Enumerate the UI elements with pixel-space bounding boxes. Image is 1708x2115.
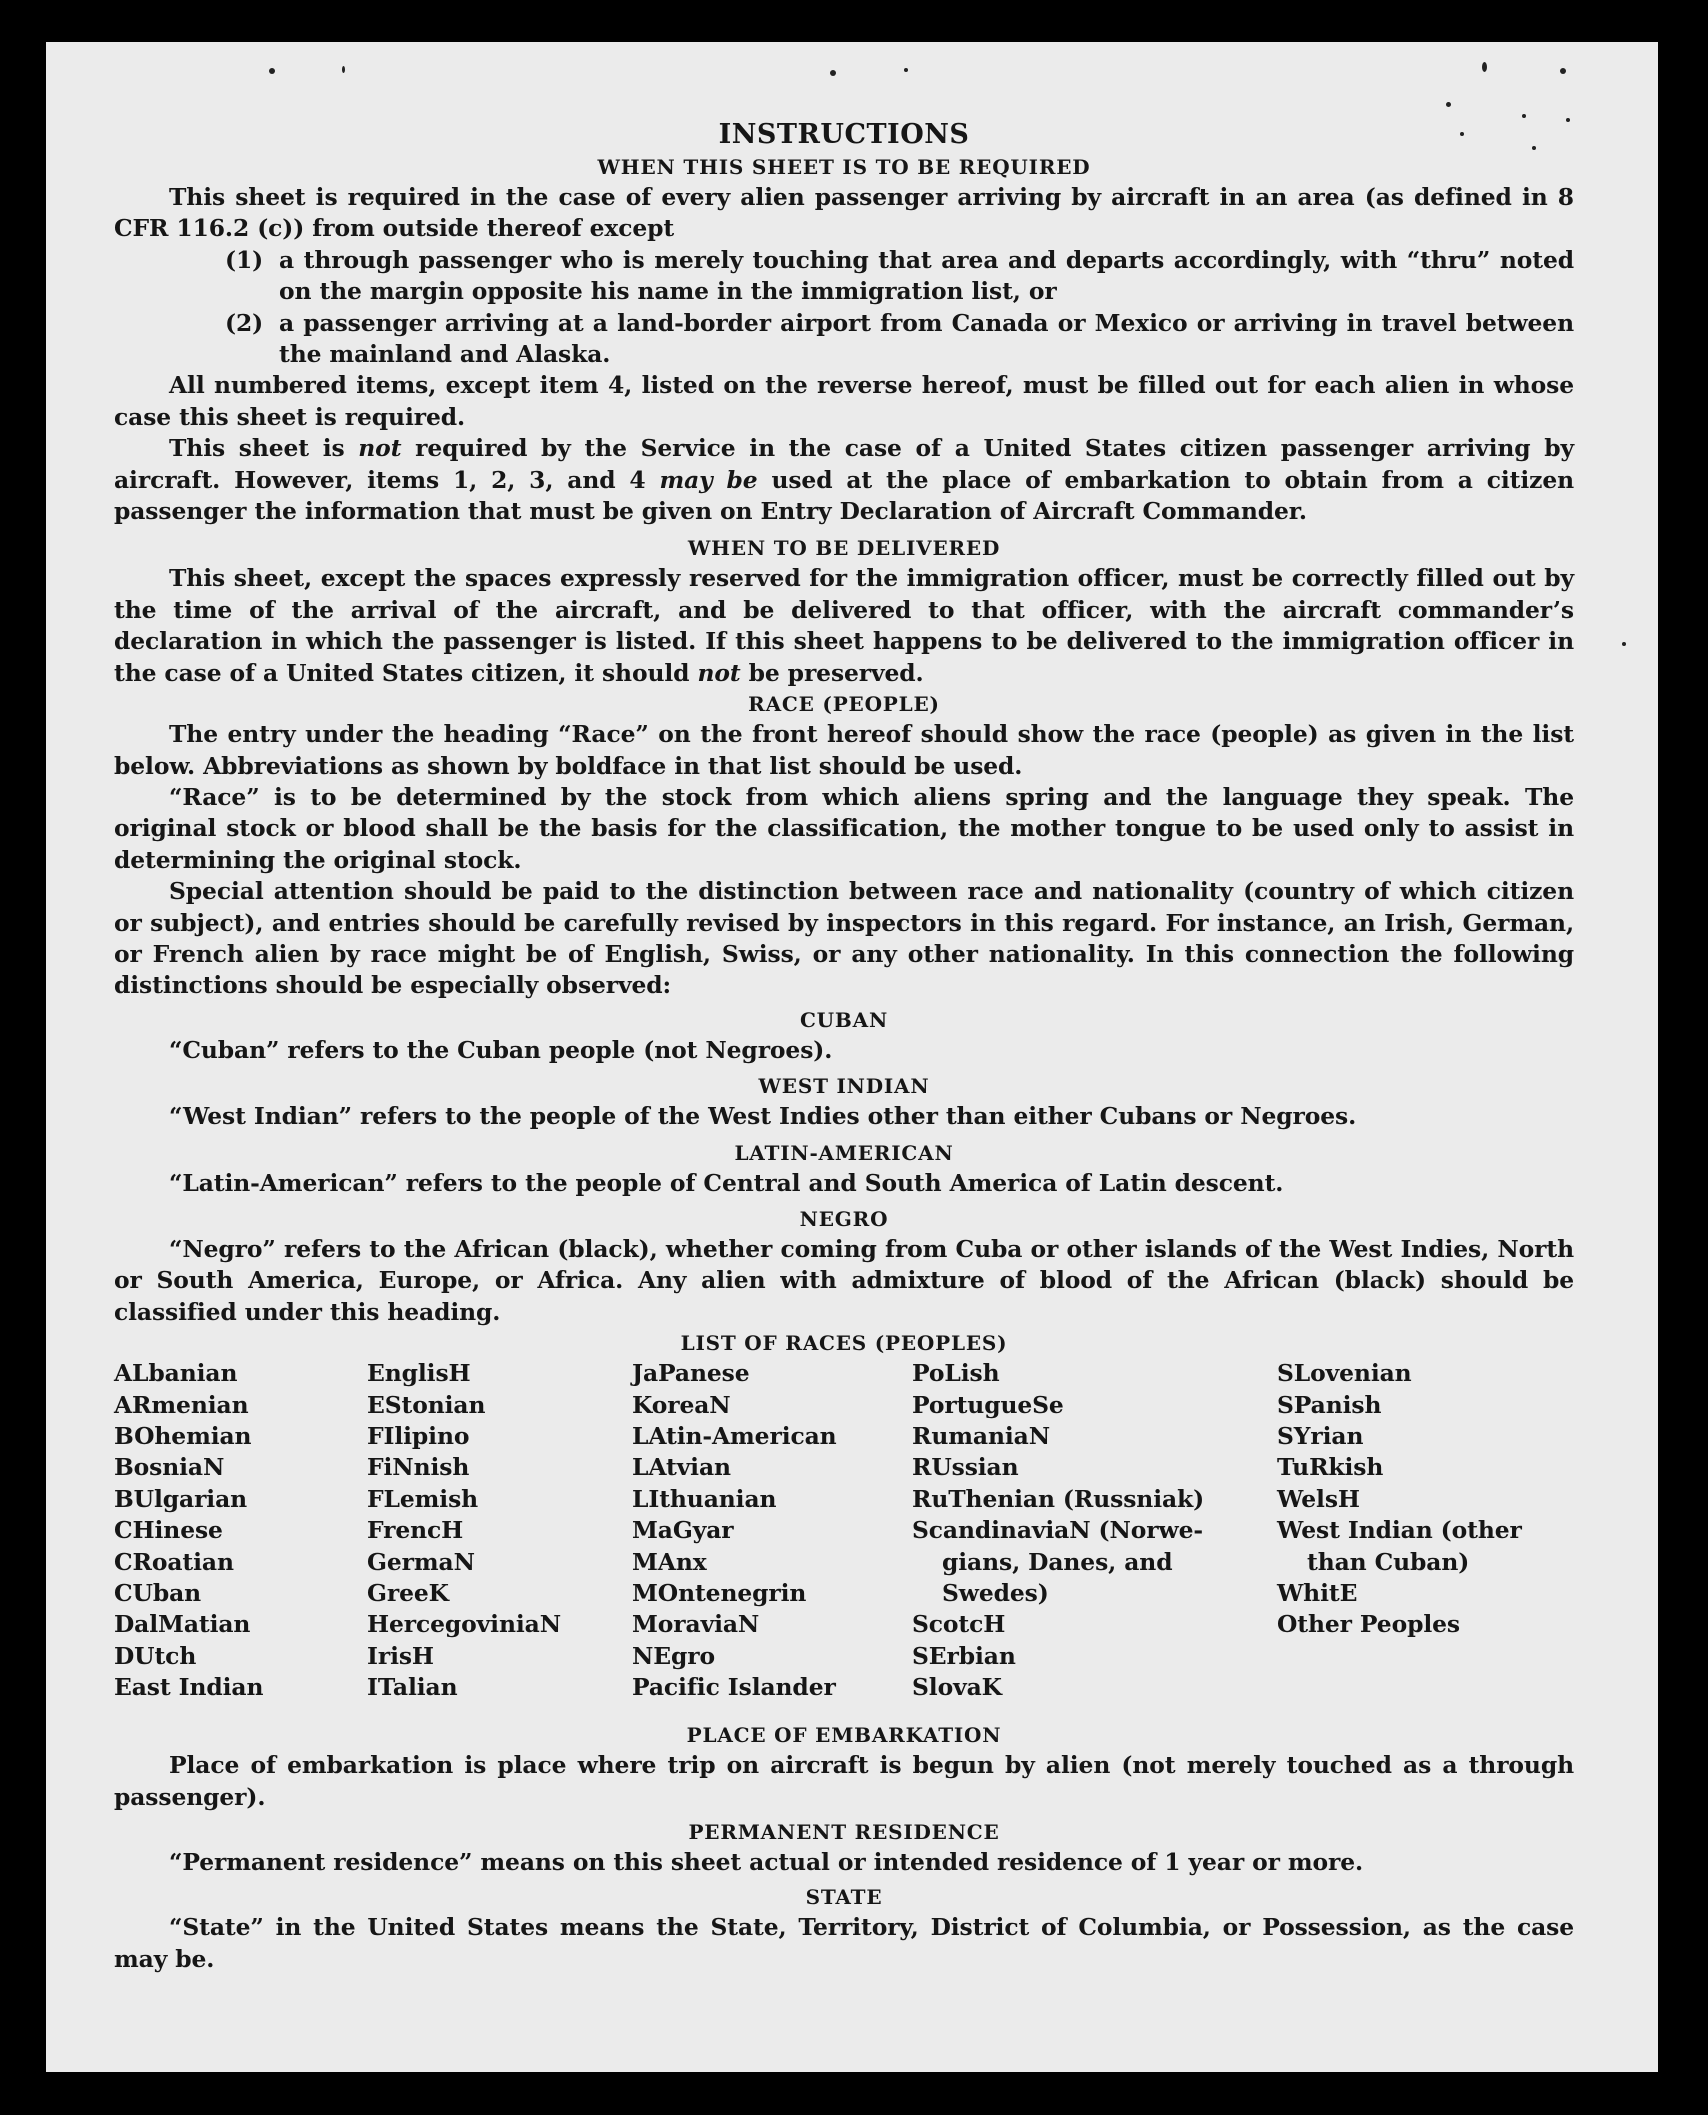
race-entry: EStonian [367, 1390, 486, 1419]
race-entry: BUlgarian [114, 1484, 248, 1513]
item-text: a passenger arriving at a land-border airport from Canada or Mexico or arriving in travel between the mainland and Alaska. [279, 308, 1574, 369]
heading-negro: NEGRO [799, 1206, 889, 1231]
item-text: a through passenger who is merely touching that area and departs accordingly, with “thru” noted on the margin opposite his name in the immigration list, or [279, 245, 1574, 306]
race-entry: RuThenian (Russniak) [912, 1484, 1205, 1513]
races-column [114, 1358, 263, 1703]
heading-list-of-races: LIST OF RACES (PEOPLES) [680, 1331, 1008, 1356]
paragraph-delivery [114, 563, 1574, 689]
race-entry: ITalian [367, 1673, 458, 1702]
race-entry: DUtch [114, 1641, 197, 1670]
race-entry: West Indian (other [1277, 1516, 1522, 1545]
heading-latin-american: LATIN-AMERICAN [734, 1140, 954, 1165]
race-entry: TuRkish [1277, 1453, 1384, 1482]
ink-speck [904, 68, 908, 72]
race-entry: BosniaN [114, 1453, 225, 1482]
race-entry: Swedes) [942, 1579, 1049, 1608]
race-entry: PoLish [912, 1359, 1000, 1388]
race-entry: JaPanese [632, 1359, 750, 1388]
heading-cuban: CUBAN [799, 1007, 889, 1032]
race-entry: FrencH [367, 1516, 464, 1545]
races-column [1277, 1358, 1522, 1641]
heading-race: RACE (PEOPLE) [748, 692, 940, 717]
paragraph-residence: “Permanent residence” means on this sheet actual or intended residence of 1 year or more. [169, 1848, 1364, 1876]
italic-emphasis: may be [659, 465, 758, 494]
race-entry: than Cuban) [1307, 1547, 1470, 1576]
race-entry: GreeK [367, 1579, 449, 1608]
race-entry: SPanish [1277, 1390, 1382, 1419]
race-entry: Pacific Islander [632, 1673, 836, 1702]
item-number: (1) [225, 245, 264, 274]
paragraph-race-nationality: Special attention should be paid to the distinction between race and nationality (country of which citizen or subject), and entries should be carefully revised by inspectors in this regard. For instance, an Irish, German, or French alien by race might be of English, Swiss, or any other nationality. In this connection the following distinctions should be especially observed: [114, 877, 1574, 1000]
race-entry: WelsH [1277, 1484, 1360, 1513]
ink-speck [269, 68, 275, 74]
paragraph-race-entry: The entry under the heading “Race” on the front hereof should show the race (people) as given in the list below. Abbreviations as shown by boldface in that list should be used. [114, 720, 1574, 780]
italic-emphasis: not [358, 434, 402, 463]
ink-speck [342, 66, 345, 73]
text-run: This sheet, except the spaces expressly reserved for the immigration officer, must be correctly filled out by the time of the arrival of the aircraft, and be delivered to that officer, with the aircraft commander’s declaration in which the passenger is listed. If this sheet happens to be delivered to the immigration officer in the case of a United States citizen, it should [114, 564, 1574, 687]
text-run: used at the place of embarkation to obtain from a citizen passenger the information that must be given on Entry Declaration of Aircraft Commander. [114, 465, 1575, 526]
ink-speck [830, 70, 836, 76]
italic-emphasis: not [697, 658, 741, 687]
race-entry: WhitE [1277, 1579, 1358, 1608]
text-run: required by the Service in the case of a United States citizen passenger arriving by aircraft. However, items 1, 2, 3, and 4 [114, 434, 1574, 494]
paragraph-latin-american: “Latin-American” refers to the people of Central and South America of Latin descent. [169, 1168, 1284, 1197]
race-entry: ARmenian [114, 1390, 249, 1419]
race-entry: ScandinaviaN (Norwe- [912, 1516, 1203, 1545]
race-entry: Other Peoples [1277, 1610, 1460, 1639]
race-entry: CRoatian [114, 1547, 234, 1576]
ink-speck [1482, 62, 1487, 72]
race-entry: FIlipino [367, 1422, 470, 1450]
race-entry: DalMatian [114, 1610, 251, 1639]
paragraph-negro: “Negro” refers to the African (black), whether coming from Cuba or other islands of the West Indies, North or South America, Europe, or Africa. Any alien with admixture of blood of the African (black) should be classified under this heading. [114, 1234, 1574, 1326]
race-entry: MAnx [632, 1547, 707, 1576]
paragraph-numbered-items: All numbered items, except item 4, listed on the reverse hereof, must be filled out for each alien in whose case this sheet is required. [114, 371, 1574, 431]
numbered-item [114, 308, 1574, 371]
race-entry: PortugueSe [912, 1390, 1064, 1419]
race-entry: MaGyar [632, 1516, 734, 1545]
item-number: (2) [225, 308, 264, 337]
races-column [367, 1358, 561, 1703]
text-run: be preserved. [740, 658, 924, 687]
paragraph-state: “State” in the United States means the State, Territory, District of Columbia, or Possession, as the case may be. [114, 1913, 1574, 1973]
race-entry: FiNnish [367, 1453, 470, 1482]
paragraph-citizen-passenger [114, 433, 1574, 527]
heading-embarkation: PLACE OF EMBARKATION [686, 1723, 1002, 1748]
race-entry: NEgro [632, 1641, 715, 1670]
heading-when-required: WHEN THIS SHEET IS TO BE REQUIRED [597, 155, 1091, 179]
page-title: INSTRUCTIONS [718, 119, 970, 150]
races-list [114, 1358, 1574, 1720]
numbered-item [114, 245, 1574, 308]
ink-speck [1560, 68, 1566, 74]
races-column [912, 1358, 1204, 1703]
race-entry: gians, Danes, and [942, 1547, 1173, 1576]
ink-speck [1446, 102, 1451, 107]
race-entry: CUban [114, 1579, 202, 1608]
heading-permanent-residence: PERMANENT RESIDENCE [688, 1820, 1000, 1844]
race-entry: EnglisH [367, 1359, 471, 1388]
race-entry: HercegoviniaN [367, 1610, 561, 1639]
ink-speck [1622, 642, 1626, 646]
race-entry: SErbian [912, 1641, 1016, 1670]
race-entry: LAtin-American [632, 1422, 837, 1450]
paragraph-embarkation: Place of embarkation is place where trip on aircraft is begun by alien (not merely touched as a through passenger). [114, 1751, 1574, 1811]
race-entry: RumaniaN [912, 1422, 1050, 1450]
race-entry: ScotcH [912, 1610, 1006, 1639]
race-entry: GermaN [367, 1547, 475, 1576]
heading-state: STATE [805, 1885, 883, 1910]
race-entry: RUssian [912, 1453, 1019, 1482]
paragraph-race-definition: “Race” is to be determined by the stock from which aliens spring and the language they speak. The original stock or blood shall be the basis for the classification, the mother tongue to be used only to assist in determining the original stock. [114, 782, 1574, 874]
heading-west-indian: WEST INDIAN [758, 1074, 930, 1099]
race-entry: SlovaK [912, 1673, 1002, 1702]
instructions-content [114, 118, 1574, 1975]
text-run: This sheet is [169, 434, 359, 463]
race-entry: East Indian [114, 1673, 264, 1702]
race-entry: CHinese [114, 1516, 223, 1545]
race-entry: FLemish [367, 1484, 479, 1513]
paragraph-west-indian: “West Indian” refers to the people of the West Indies other than either Cubans or Negroes. [169, 1102, 1357, 1131]
race-entry: IrisH [367, 1641, 434, 1670]
paragraph-required-intro: This sheet is required in the case of every alien passenger arriving by aircraft in an area (as defined in 8 CFR 116.2 (c)) from outside thereof except [114, 183, 1574, 243]
heading-when-delivered: WHEN TO BE DELIVERED [687, 536, 1001, 561]
race-entry: MoraviaN [632, 1610, 760, 1639]
race-entry: LAtvian [632, 1453, 731, 1482]
race-entry: SYrian [1277, 1422, 1364, 1450]
races-column [632, 1358, 837, 1703]
race-entry: MOntenegrin [632, 1579, 807, 1608]
race-entry: LIthuanian [632, 1484, 777, 1513]
paragraph-cuban: “Cuban” refers to the Cuban people (not Negroes). [169, 1035, 833, 1064]
race-entry: KoreaN [632, 1390, 731, 1419]
race-entry: SLovenian [1277, 1359, 1412, 1388]
race-entry: BOhemian [114, 1422, 252, 1450]
race-entry: ALbanian [114, 1359, 238, 1388]
